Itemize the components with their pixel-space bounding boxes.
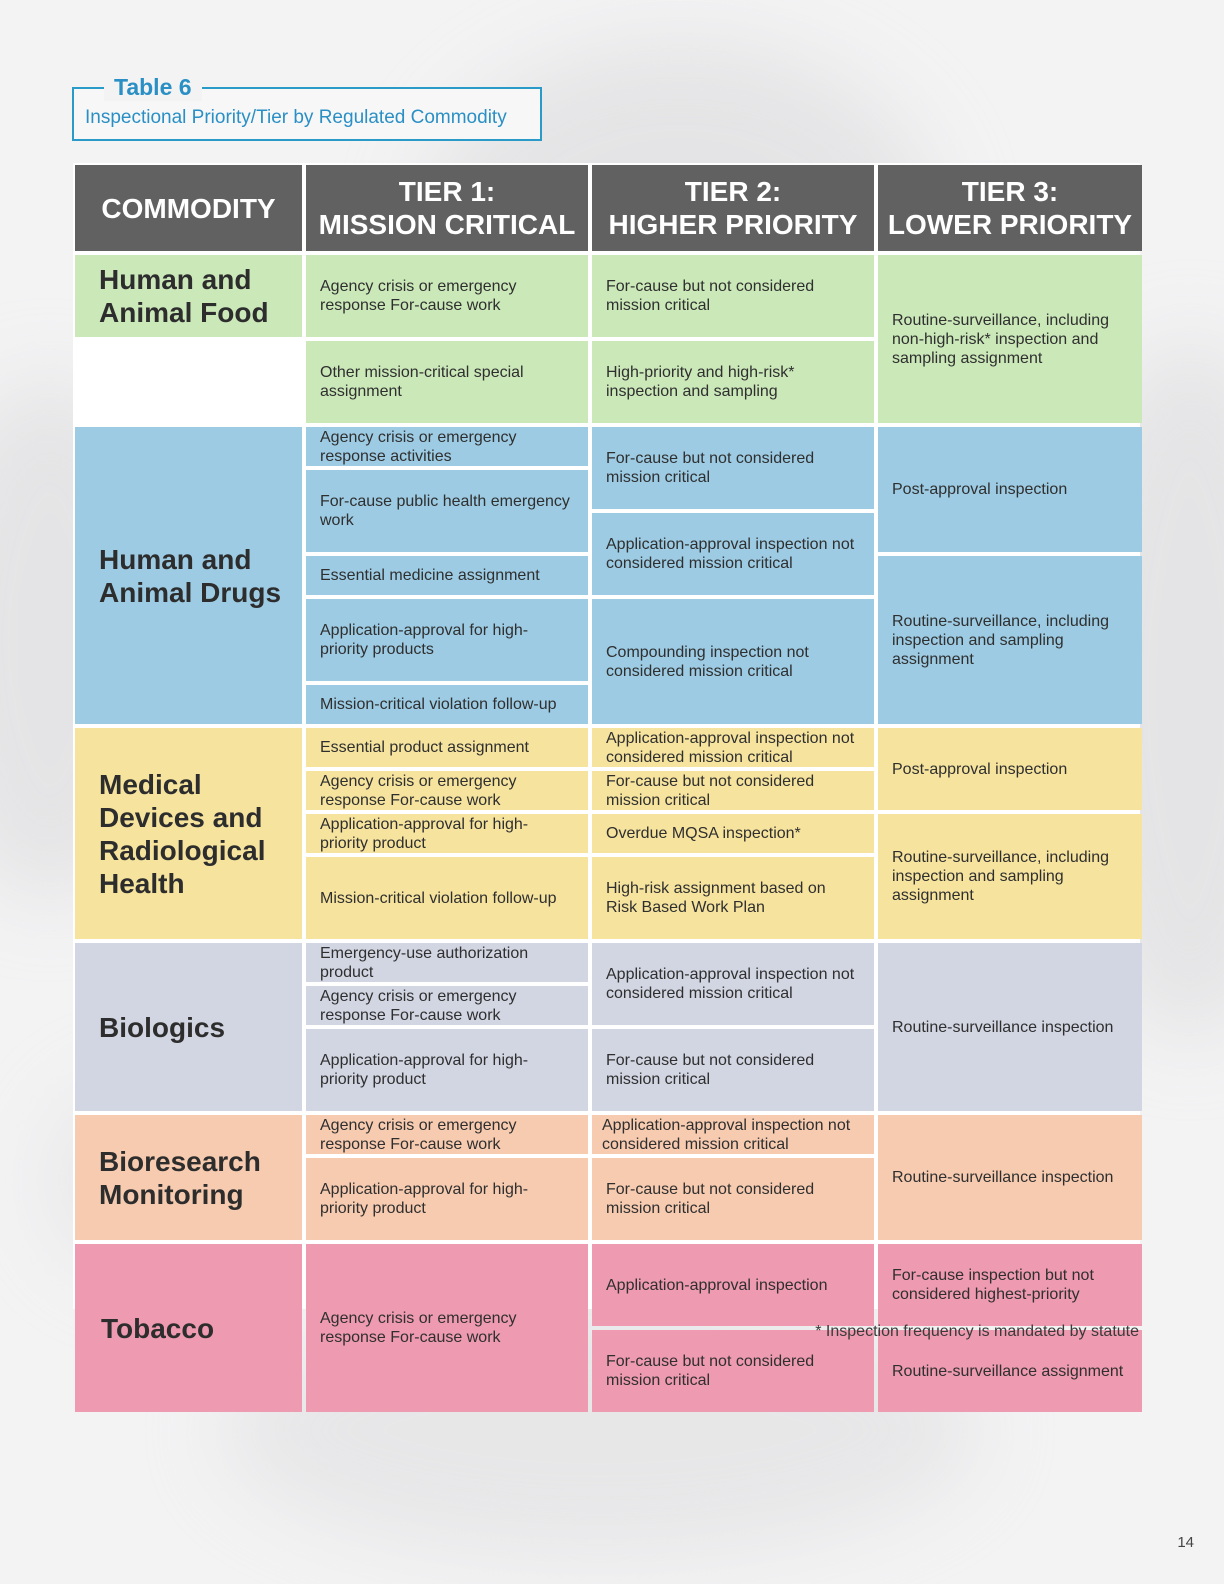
table-cell: Application-approval inspection bbox=[592, 1244, 874, 1326]
table-cell: Post-approval inspection bbox=[878, 427, 1142, 552]
table-cell: High-risk assignment based on Risk Based Work Plan bbox=[592, 857, 874, 939]
commodity-tobacco: Tobacco bbox=[75, 1244, 302, 1412]
table-title: Inspectional Priority/Tier by Regulated Commodity bbox=[85, 107, 507, 128]
table-cell: For-cause but not considered mission critical bbox=[592, 427, 874, 509]
table-cell: Mission-critical violation follow-up bbox=[306, 857, 588, 939]
header-tier1-line1: TIER 1: bbox=[398, 176, 496, 207]
table-cell: Agency crisis or emergency response For-cause work bbox=[306, 1244, 588, 1412]
table-cell: Application-approval inspection not considered mission critical bbox=[592, 513, 874, 595]
table-cell: For-cause but not considered mission critical bbox=[592, 771, 874, 810]
table-cell: For-cause but not considered mission critical bbox=[592, 255, 874, 337]
commodity-food: Human and Animal Food bbox=[75, 255, 302, 337]
table-cell: Routine-surveillance inspection bbox=[878, 943, 1142, 1111]
header-tier3 bbox=[878, 165, 1142, 251]
header-tier2 bbox=[592, 165, 874, 251]
table-cell: Application-approval for high-priority product bbox=[306, 814, 588, 853]
table-cell: For-cause inspection but not considered highest-priority bbox=[878, 1244, 1142, 1326]
table-cell: Application-approval inspection not considered mission critical bbox=[592, 728, 874, 767]
header-tier2-line1: TIER 2: bbox=[684, 176, 782, 207]
table-cell: For-cause public health emergency work bbox=[306, 470, 588, 552]
table-cell: Essential medicine assignment bbox=[306, 556, 588, 595]
table-cell: Routine-surveillance, including non-high-risk* inspection and sampling assignment bbox=[878, 255, 1142, 423]
table-cell: For-cause but not considered mission critical bbox=[592, 1330, 874, 1412]
table-cell: Essential product assignment bbox=[306, 728, 588, 767]
footnote: * Inspection frequency is mandated by statute bbox=[815, 1323, 1139, 1340]
header-tier3-line1: TIER 3: bbox=[961, 176, 1059, 207]
table-cell: Routine-surveillance, including inspection and sampling assignment bbox=[878, 814, 1142, 939]
header-tier2-line2: HIGHER PRIORITY bbox=[608, 209, 858, 240]
commodity-drugs: Human and Animal Drugs bbox=[75, 427, 302, 724]
table-cell: Application-approval for high-priority product bbox=[306, 1029, 588, 1111]
table-cell: Application-approval for high-priority products bbox=[306, 599, 588, 681]
commodity-biologics: Biologics bbox=[75, 943, 302, 1111]
table-cell: Compounding inspection not considered mission critical bbox=[592, 599, 874, 724]
header-commodity bbox=[75, 165, 302, 251]
table-cell: Routine-surveillance inspection bbox=[878, 1115, 1142, 1240]
table-cell: Routine-surveillance, including inspection and sampling assignment bbox=[878, 556, 1142, 724]
cell-text: Agency crisis or emergency response activities bbox=[320, 428, 517, 465]
header-tier1 bbox=[306, 165, 588, 251]
table-cell: For-cause but not considered mission critical bbox=[592, 1029, 874, 1111]
table-title-box bbox=[72, 74, 542, 141]
table-cell: High-priority and high-risk* inspection and sampling bbox=[592, 341, 874, 423]
table-cell: Agency crisis or emergency response For-cause work bbox=[306, 255, 588, 337]
header-tier1-line2: MISSION CRITICAL bbox=[318, 209, 576, 240]
table-cell: For-cause but not considered mission critical bbox=[592, 1158, 874, 1240]
table-cell: Agency crisis or emergency response For-cause work bbox=[306, 986, 588, 1025]
table-cell: Mission-critical violation follow-up bbox=[306, 685, 588, 724]
table-cell: Routine-surveillance assignment bbox=[878, 1330, 1142, 1412]
commodity-devices: Medical Devices and Radiological Health bbox=[75, 728, 302, 939]
table-cell: Post-approval inspection bbox=[878, 728, 1142, 810]
table-cell: Emergency-use authorization product bbox=[306, 943, 588, 982]
table-cell: Agency crisis or emergency response For-cause work bbox=[306, 771, 588, 810]
table-cell: Agency crisis or emergency response For-cause work bbox=[306, 1115, 588, 1154]
table-cell: Application-approval for high-priority product bbox=[306, 1158, 588, 1240]
header-commodity-label: COMMODITY bbox=[101, 192, 276, 224]
table-cell: Overdue MQSA inspection* bbox=[592, 814, 874, 853]
commodity-bioresearch: Bioresearch Monitoring bbox=[75, 1115, 302, 1240]
page-number: 14 bbox=[1177, 1534, 1194, 1551]
table-cell: Application-approval inspection not considered mission critical bbox=[592, 1115, 874, 1154]
table-label: Table 6 bbox=[104, 73, 202, 101]
table-cell bbox=[306, 427, 588, 466]
table-cell: Other mission-critical special assignment bbox=[306, 341, 588, 423]
header-tier3-line2: LOWER PRIORITY bbox=[887, 209, 1133, 240]
table-cell: Application-approval inspection not considered mission critical bbox=[592, 943, 874, 1025]
